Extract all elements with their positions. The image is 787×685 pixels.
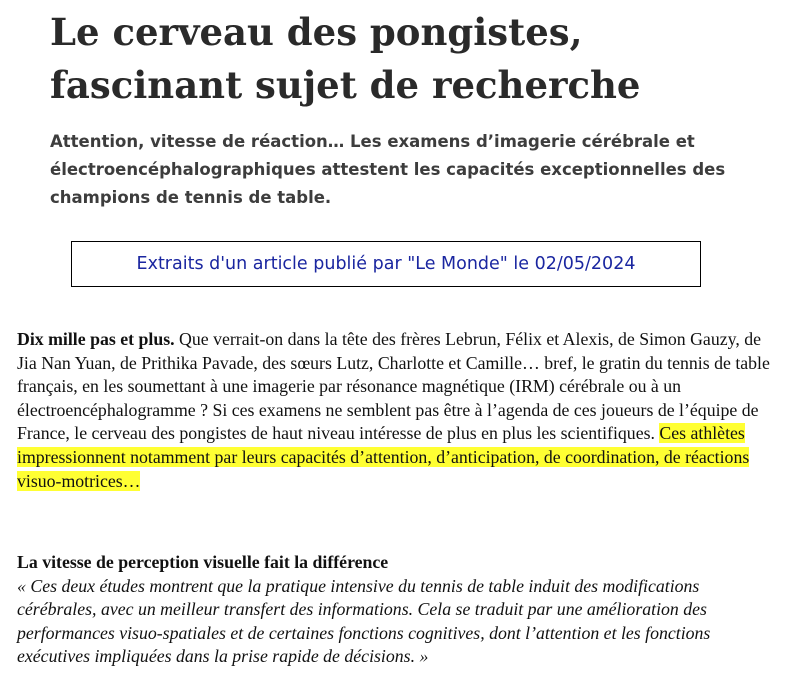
excerpt-section-2 [17,551,777,669]
paragraph-body: Que verrait-on dans la tête des frères Lebrun, Félix et Alexis, de Simon Gauzy, de Jia Nan Yuan, de Prithika Pavade, des sœurs Lutz, Charlotte et Camille… bref, le gratin du tennis de table français, en les soumettant à une imagerie par résonance magnétique (IRM) cérébrale ou à un électroencéphalogramme ? Si ces examens ne semblent pas être à l’agenda de ces joueurs de l’équipe de France, le cerveau des pongistes de haut niveau intéresse de plus en plus les scientifiques. [17,329,770,444]
section-heading: La vitesse de perception visuelle fait la différence [17,552,389,572]
excerpt-paragraph-1 [17,328,777,493]
highlighted-sentence: Ces athlètes impressionnent notamment par leurs capacités d’attention, d’anticipation, de coordination, de réactions visuo-motrices… [17,423,750,491]
article-subtitle: Attention, vitesse de réaction… Les examens d’imagerie cérébrale et électroencéphalographiques attestent les capacités exceptionnelles des champions de tennis de table. [50,132,726,207]
article-title: Le cerveau des pongistes, fascinant sujet de recherche [50,10,641,107]
source-note-box [71,241,701,287]
source-note-text: Extraits d'un article publié par "Le Monde" le 02/05/2024 [136,254,636,274]
quote-paragraph: « Ces deux études montrent que la pratique intensive du tennis de table induit des modifications cérébrales, avec un meilleur transfert des informations. Cela se traduit par une amélioration des performances visuo-spatiales et de certaines fonctions cognitives, dont l’attention et les fonctions exécutives impliquées dans la prise rapide de décisions. » [17,575,711,667]
paragraph-lead: Dix mille pas et plus. [17,329,175,349]
